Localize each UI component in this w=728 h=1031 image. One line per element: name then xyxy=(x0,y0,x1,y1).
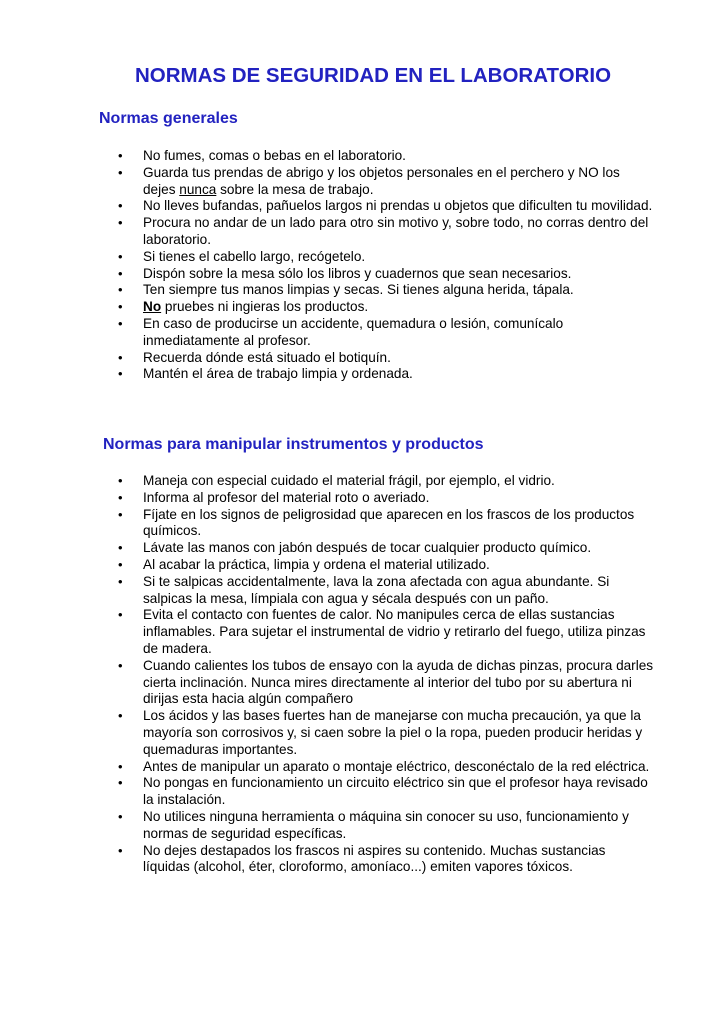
list-item-text: No utilices ninguna herramienta o máquina sin conocer su uso, funcionamiento y normas de seguridad específicas. xyxy=(143,808,629,841)
list-item-text: No fumes, comas o bebas en el laboratorio. xyxy=(143,148,406,163)
list-item-text: Antes de manipular un aparato o montaje eléctrico, desconéctalo de la red eléctrica. xyxy=(143,758,650,774)
bullet-icon: • xyxy=(118,265,123,281)
list-item-text: Evita el contacto con fuentes de calor. No manipules cerca de ellas sustancias inflamables. Para sujetar el instrumental de vidrio y retirarlo del fuego, utiliza pinzas de madera. xyxy=(143,607,646,656)
bullet-icon: • xyxy=(118,349,123,365)
bullet-icon: • xyxy=(118,315,123,331)
bullet-icon: • xyxy=(118,299,123,315)
list-item-text: Procura no andar de un lado para otro sin motivo y, sobre todo, no corras dentro del laboratorio. xyxy=(143,215,649,247)
list-item-text: pruebes ni ingieras los productos. xyxy=(161,299,369,315)
bullet-icon: • xyxy=(118,489,123,505)
list-item xyxy=(116,165,656,199)
bullet-icon: • xyxy=(118,556,123,572)
section-heading-instruments: Normas para manipular instrumentos y productos xyxy=(103,436,484,453)
list-item-text: Mantén el área de trabajo limpia y ordenada. xyxy=(143,366,413,382)
bullet-icon: • xyxy=(118,198,123,214)
list-item-text: sobre la mesa de trabajo. xyxy=(216,181,374,197)
list-item xyxy=(116,775,656,809)
list-item-text: Los ácidos y las bases fuertes han de manejarse con mucha precaución, ya que la mayoría son corrosivos y, si caen sobre la piel o la ropa, pueden producir heridas y quemaduras importantes. xyxy=(143,708,643,757)
list-item xyxy=(116,708,656,758)
list-item xyxy=(116,843,656,877)
list-item-text: Maneja con especial cuidado el material frágil, por ejemplo, el vidrio. xyxy=(143,473,555,488)
list-item xyxy=(116,316,656,350)
general-rules-list xyxy=(116,148,656,383)
list-item-text: Lávate las manos con jabón después de tocar cualquier producto químico. xyxy=(143,540,592,556)
bullet-icon: • xyxy=(118,657,123,673)
list-item xyxy=(116,759,656,776)
bullet-icon: • xyxy=(118,248,123,264)
list-item xyxy=(116,809,656,843)
list-item-text: Ten siempre tus manos limpias y secas. Si tienes alguna herida, tápala. xyxy=(143,282,574,298)
emphasized-word: No xyxy=(143,299,162,315)
list-item xyxy=(116,249,656,266)
list-item xyxy=(116,540,656,557)
bullet-icon: • xyxy=(118,282,123,298)
bullet-icon: • xyxy=(118,808,123,824)
bullet-icon: • xyxy=(118,473,123,488)
list-item xyxy=(116,198,656,215)
list-item xyxy=(116,366,656,383)
list-item-text: Cuando calientes los tubos de ensayo con la ayuda de dichas pinzas, procura darles cierta inclinación. Nunca mires directamente al interior del tubo por su abertura ni dirijas esta hacia algún compañero xyxy=(143,657,654,707)
list-item-text: En caso de producirse un accidente, quemadura o lesión, comunícalo inmediatamente al profesor. xyxy=(143,315,564,348)
list-item xyxy=(116,473,656,490)
list-item xyxy=(116,490,656,507)
list-item xyxy=(116,282,656,299)
instrument-rules-list xyxy=(116,473,656,876)
list-item-text: Recuerda dónde está situado el botiquín. xyxy=(143,349,391,365)
list-item-text: No pongas en funcionamiento un circuito eléctrico sin que el profesor haya revisado la instalación. xyxy=(143,775,648,808)
list-item xyxy=(116,557,656,574)
list-item xyxy=(116,215,656,249)
list-item-text: Dispón sobre la mesa sólo los libros y cuadernos que sean necesarios. xyxy=(143,265,572,281)
list-item-text: No lleves bufandas, pañuelos largos ni prendas u objetos que dificulten tu movilidad. xyxy=(143,198,653,214)
list-item xyxy=(116,299,656,316)
page-title: NORMAS DE SEGURIDAD EN EL LABORATORIO xyxy=(134,64,612,87)
list-item xyxy=(116,266,656,283)
bullet-icon: • xyxy=(118,842,123,858)
list-item-text: Al acabar la práctica, limpia y ordena el material utilizado. xyxy=(143,556,490,572)
bullet-icon: • xyxy=(118,708,123,724)
list-item-text: Guarda tus prendas de abrigo y los objetos personales en el perchero y NO los dejes xyxy=(143,164,620,197)
list-item-text: Si te salpicas accidentalmente, lava la zona afectada con agua abundante. Si salpicas la mesa, límpiala con agua y sécala después con un paño. xyxy=(143,573,610,606)
bullet-icon: • xyxy=(118,164,123,180)
list-item xyxy=(116,574,656,608)
list-item xyxy=(116,658,656,708)
list-item-text: Si tienes el cabello largo, recógetelo. xyxy=(143,248,366,264)
bullet-icon: • xyxy=(118,540,123,556)
list-item-text: Informa al profesor del material roto o averiado. xyxy=(143,489,430,505)
list-item xyxy=(116,507,656,541)
list-item-text: Fíjate en los signos de peligrosidad que aparecen en los frascos de los productos químicos. xyxy=(143,506,635,539)
list-item xyxy=(116,350,656,367)
emphasized-word: nunca xyxy=(179,181,217,197)
bullet-icon: • xyxy=(118,775,123,791)
bullet-icon: • xyxy=(118,215,123,231)
bullet-icon: • xyxy=(118,573,123,589)
section-heading-general: Normas generales xyxy=(99,110,238,127)
bullet-icon: • xyxy=(118,506,123,522)
list-item xyxy=(116,607,656,657)
bullet-icon: • xyxy=(118,148,123,163)
bullet-icon: • xyxy=(118,607,123,623)
bullet-icon: • xyxy=(118,366,123,382)
list-item-text: No dejes destapados los frascos ni aspires su contenido. Muchas sustancias líquidas (alcohol, éter, cloroformo, amoníaco...) emiten vapores tóxicos. xyxy=(143,842,606,875)
list-item xyxy=(116,148,656,165)
bullet-icon: • xyxy=(118,758,123,774)
